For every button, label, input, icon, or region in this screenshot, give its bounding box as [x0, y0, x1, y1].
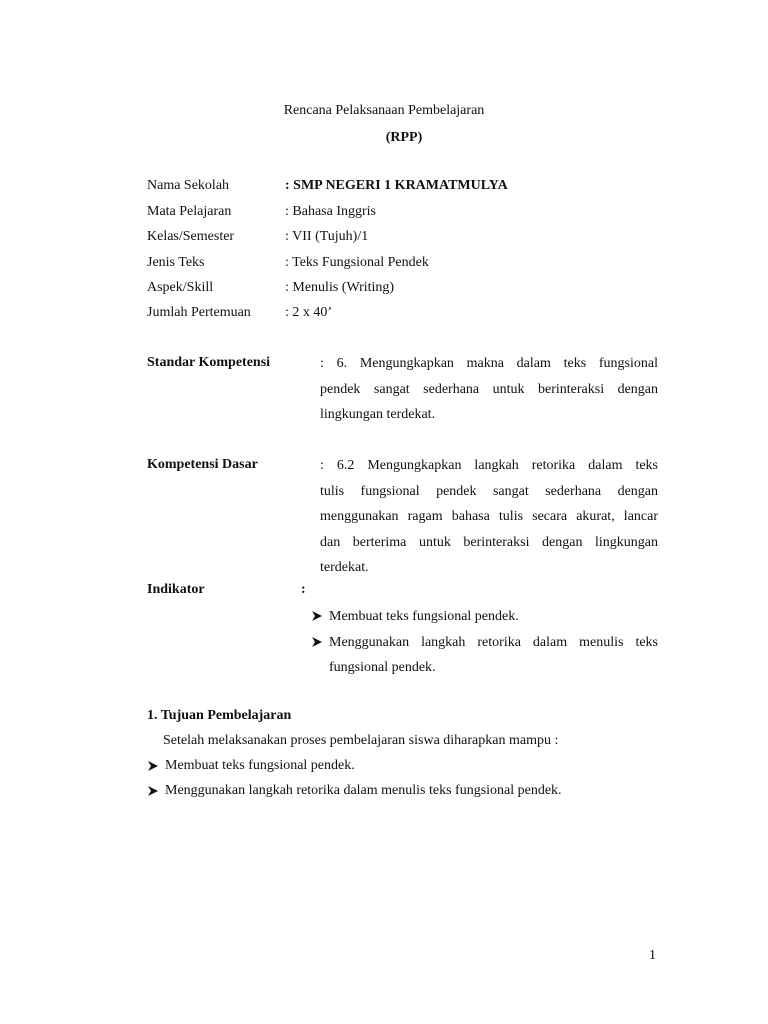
standar-line: lingkungan terdekat. [320, 407, 436, 422]
info-value-meetings: : 2 x 40’ [285, 305, 333, 320]
dasar-line: dan berterima untuk berinteraksi dengan lingkungan [320, 534, 658, 550]
page-number: 1 [649, 948, 656, 963]
arrow-bullet-icon [147, 785, 161, 799]
arrow-bullet-icon [311, 606, 325, 620]
info-value-subject: : Bahasa Inggris [285, 204, 376, 219]
standar-line: : 6. Mengungkapkan makna dalam teks fungsional [320, 356, 658, 371]
dasar-line: : 6.2 Mengungkapkan langkah retorika dalam teks [320, 458, 658, 473]
section-intro: Setelah melaksanakan proses pembelajaran siswa diharapkan mampu : [163, 733, 559, 748]
document-title: Rencana Pelaksanaan Pembelajaran [283, 103, 485, 118]
document-subtitle: (RPP) [385, 130, 423, 145]
info-value-class: : VII (Tujuh)/1 [285, 229, 369, 244]
list-item [311, 630, 658, 681]
list-item-text [329, 630, 658, 681]
info-value-skill: : Menulis (Writing) [285, 280, 395, 295]
list-item-line: Menggunakan langkah retorika dalam menulis teks [329, 634, 658, 650]
standar-line: pendek sangat sederhana untuk berinteraksi dengan [320, 381, 658, 397]
info-label-school: Nama Sekolah [147, 178, 230, 193]
info-value-school: : SMP NEGERI 1 KRAMATMULYA [285, 178, 508, 193]
dasar-line: menggunakan ragam bahasa tulis secara akurat, lancar [320, 509, 658, 524]
dasar-line: terdekat. [320, 560, 369, 575]
kompetensi-dasar-label: Kompetensi Dasar [147, 457, 258, 472]
info-value-text-type: : Teks Fungsional Pendek [285, 255, 429, 270]
dasar-line: tulis fungsional pendek sangat sederhana dengan [320, 483, 658, 499]
standar-kompetensi-label: Standar Kompetensi [147, 355, 271, 370]
list-item [147, 783, 562, 799]
indikator-colon: : [301, 582, 306, 597]
list-item-text: Menggunakan langkah retorika dalam menulis teks fungsional pendek. [165, 783, 562, 798]
info-label-subject: Mata Pelajaran [147, 204, 232, 219]
info-label-text-type: Jenis Teks [147, 255, 205, 270]
section-heading: 1. Tujuan Pembelajaran [147, 708, 292, 723]
arrow-bullet-icon [147, 760, 161, 774]
info-label-class: Kelas/Semester [147, 229, 235, 244]
info-label-skill: Aspek/Skill [147, 280, 214, 295]
indikator-label: Indikator [147, 582, 205, 597]
list-item [311, 604, 658, 630]
arrow-bullet-icon [311, 632, 325, 646]
standar-kompetensi-text [320, 351, 658, 428]
list-item-line: fungsional pendek. [329, 660, 436, 675]
indikator-list [311, 604, 658, 681]
list-item [147, 758, 355, 774]
list-item-text: Membuat teks fungsional pendek. [329, 609, 519, 624]
info-label-meetings: Jumlah Pertemuan [147, 305, 251, 320]
kompetensi-dasar-text [320, 453, 658, 581]
list-item-text: Membuat teks fungsional pendek. [165, 758, 355, 773]
